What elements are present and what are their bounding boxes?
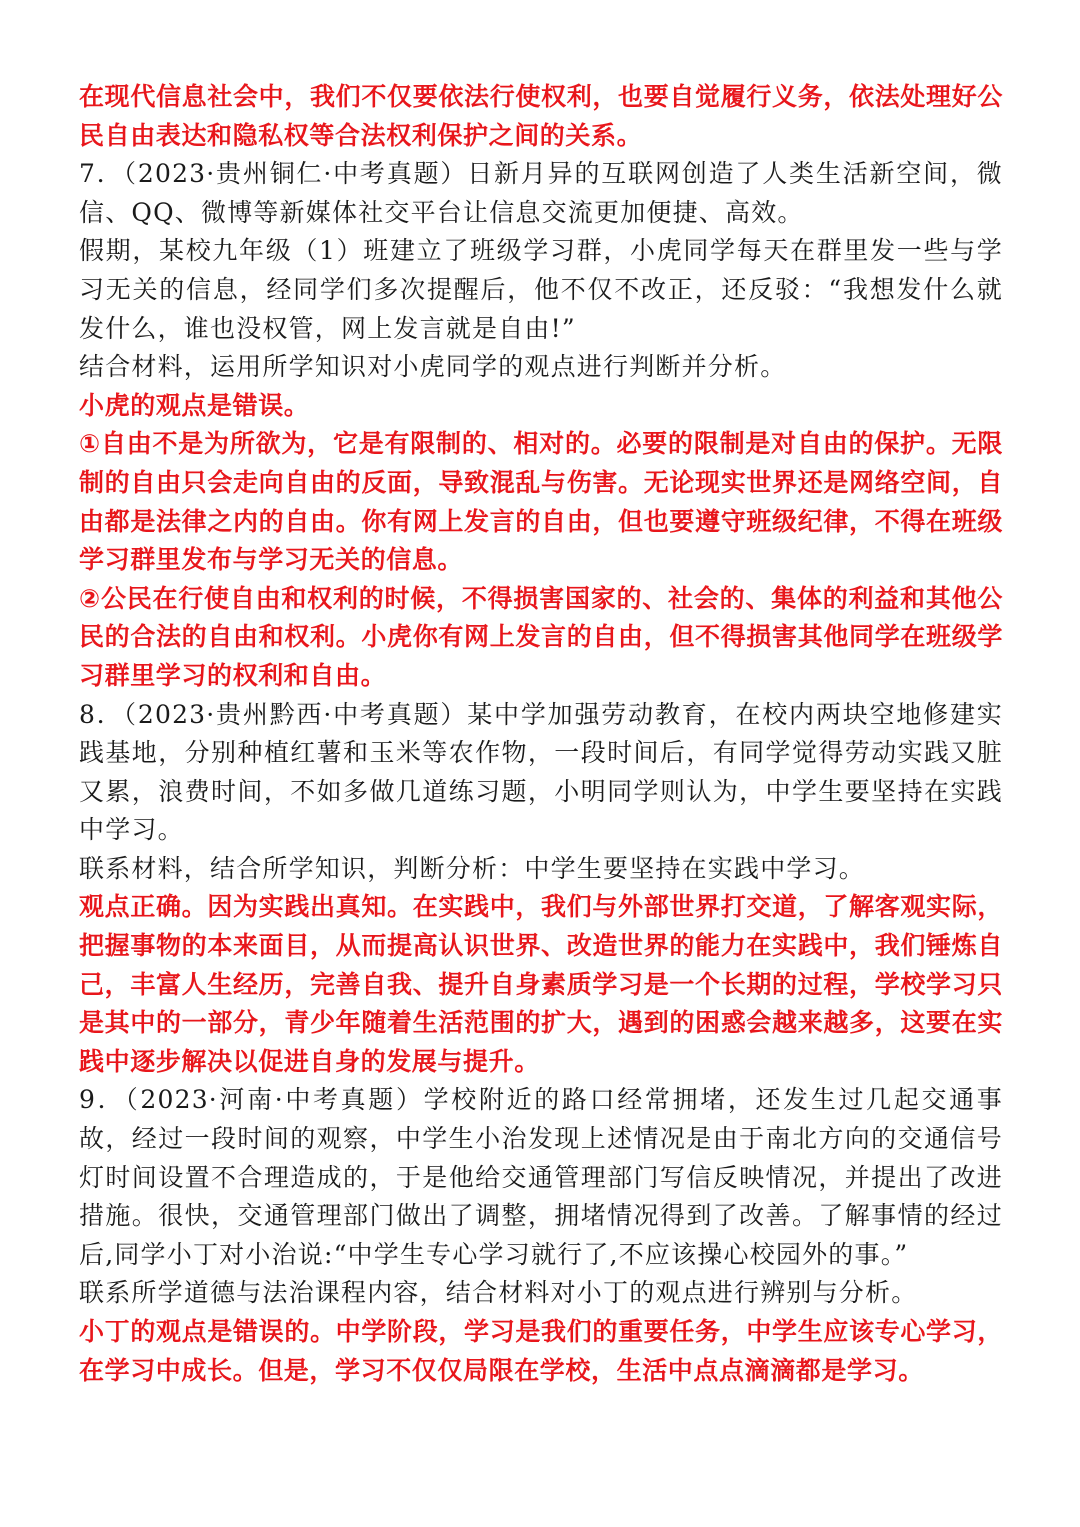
question-7-stem: 7．（2023·贵州铜仁·中考真题）日新月异的互联网创造了人类生活新空间，微信、QQ、微博等新媒体社交平台让信息交流更加便捷、高效。 — [79, 159, 1003, 227]
answer-7-point-2: ②公民在行使自由和权利的时候，不得损害国家的、社会的、集体的利益和其他公民的合法的自由和权利。小虎你有网上发言的自由，但不得损害其他同学在班级学习群里学习的权利和自由。 — [79, 583, 1003, 690]
question-8-prompt: 联系材料，结合所学知识，判断分析：中学生要坚持在实践中学习。 — [79, 853, 866, 883]
document-page — [79, 78, 1003, 1390]
question-9-stem: 9．（2023·河南·中考真题）学校附近的路口经常拥堵，还发生过几起交通事故，经过一段时间的观察，中学生小治发现上述情况是由于南北方向的交通信号灯时间设置不合理造成的，于是他给交通管理部门写信反映情况，并提出了改进措施。很快，交通管理部门做出了调整，拥堵情况得到了改善。了解事情的经过后,同学小丁对小治说:“中学生专心学习就行了,不应该操心校园外的事。” — [79, 1085, 1003, 1269]
answer-9: 小丁的观点是错误的。中学阶段，学习是我们的重要任务，中学生应该专心学习，在学习中成长。但是，学习不仅仅局限在学校，生活中点点滴滴都是学习。 — [79, 1317, 1003, 1385]
answer-8: 观点正确。因为实践出真知。在实践中，我们与外部世界打交道，了解客观实际，把握事物的本来面目，从而提高认识世界、改造世界的能力在实践中，我们锤炼自己，丰富人生经历，完善自我、提升自身素质学习是一个长期的过程，学校学习只是其中的一部分，青少年随着生活范围的扩大，遇到的困惑会越来越多，这要在实践中逐步解决以促进自身的发展与提升。 — [79, 892, 1003, 1076]
question-7-material: 假期，某校九年级（1）班建立了班级学习群，小虎同学每天在群里发一些与学习无关的信息，经同学们多次提醒后，他不仅不改正，还反驳：“我想发什么就发什么，谁也没权管，网上发言就是自由!” — [79, 236, 1003, 343]
answer-paragraph: 在现代信息社会中，我们不仅要依法行使权利，也要自觉履行义务，依法处理好公民自由表达和隐私权等合法权利保护之间的关系。 — [79, 82, 1003, 150]
question-9-prompt: 联系所学道德与法治课程内容，结合材料对小丁的观点进行辨别与分析。 — [79, 1278, 918, 1308]
answer-7-point-1: ①自由不是为所欲为，它是有限制的、相对的。必要的限制是对自由的保护。无限制的自由只会走向自由的反面，导致混乱与伤害。无论现实世界还是网络空间，自由都是法律之内的自由。你有网上发言的自由，但也要遵守班级纪律，不得在班级学习群里发布与学习无关的信息。 — [79, 429, 1003, 575]
question-7-prompt: 结合材料，运用所学知识对小虎同学的观点进行判断并分析。 — [79, 352, 787, 382]
answer-7-verdict: 小虎的观点是错误。 — [79, 390, 310, 420]
question-8-stem: 8．（2023·贵州黔西·中考真题）某中学加强劳动教育，在校内两块空地修建实践基地，分别种植红薯和玉米等农作物，一段时间后，有同学觉得劳动实践又脏又累，浪费时间，不如多做几道练习题，小明同学则认为，中学生要坚持在实践中学习。 — [79, 699, 1003, 845]
